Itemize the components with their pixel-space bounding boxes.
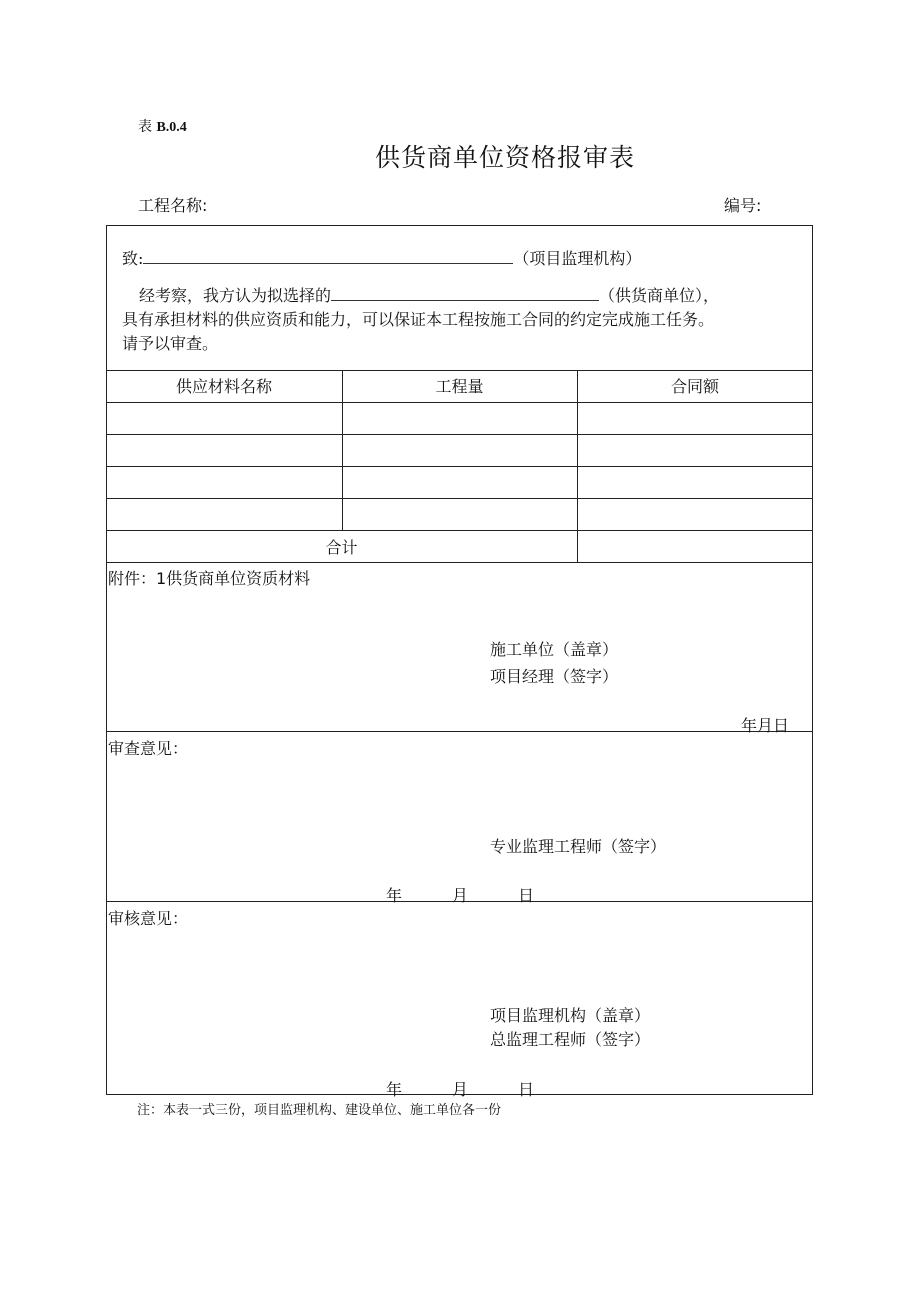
engineer-sign-label: 专业监理工程师（签字） (490, 837, 667, 856)
divider (106, 370, 813, 371)
audit-day: 日 (518, 1080, 535, 1099)
audit-month: 月 (452, 1080, 469, 1099)
request-line-1 (139, 283, 719, 306)
divider (106, 402, 813, 403)
page-title: 供货商单位资格报审表 (374, 143, 635, 172)
form-code-number: B.0.4 (156, 120, 187, 135)
footer-note: 注：本表一式三份，项目监理机构、建设单位、施工单位各一份 (137, 1103, 502, 1118)
to-label: 致: (122, 249, 144, 268)
to-line (122, 246, 641, 269)
contractor-seal-label: 施工单位（盖章） (490, 640, 619, 659)
chief-engineer-sign-label: 总监理工程师（签字） (490, 1030, 651, 1049)
divider (106, 562, 813, 563)
form-frame (106, 225, 813, 1095)
supplier-field[interactable] (331, 286, 599, 301)
total-label: 合计 (325, 538, 358, 557)
column-divider (577, 370, 578, 562)
column-header: 供应材料名称 (175, 377, 272, 396)
form-code-prefix: 表 (138, 119, 152, 135)
request-line-2: 具有承担材料的供应资质和能力，可以保证本工程按施工合同的约定完成施工任务。 (122, 310, 715, 329)
divider (106, 731, 813, 732)
column-header: 工程量 (435, 377, 484, 396)
form-code (138, 116, 187, 136)
divider (106, 530, 813, 531)
review-month: 月 (452, 886, 469, 905)
to-suffix: （项目监理机构） (513, 249, 642, 268)
supervisor-org-field[interactable] (143, 249, 513, 264)
divider (106, 434, 813, 435)
request-line-1-suffix: （供货商单位）， (599, 286, 720, 305)
audit-year: 年 (386, 1080, 403, 1099)
review-year: 年 (386, 886, 403, 905)
request-line-3: 请予以审查。 (122, 334, 219, 353)
review-label: 审查意见： (108, 739, 189, 758)
supervisor-seal-label: 项目监理机构（盖章） (490, 1006, 651, 1025)
number-label: 编号: (724, 196, 762, 215)
divider (106, 498, 813, 499)
divider (106, 466, 813, 467)
attachment-date: 年月日 (741, 716, 790, 735)
project-manager-sign-label: 项目经理（签字） (490, 667, 619, 686)
attachment-label: 附件：1供货商单位资质材料 (108, 569, 311, 588)
review-day: 日 (518, 886, 535, 905)
audit-label: 审核意见： (108, 909, 189, 928)
request-line-1-prefix: 经考察，我方认为拟选择的 (139, 286, 332, 305)
project-name-label: 工程名称: (138, 196, 208, 215)
column-header: 合同额 (670, 377, 719, 396)
